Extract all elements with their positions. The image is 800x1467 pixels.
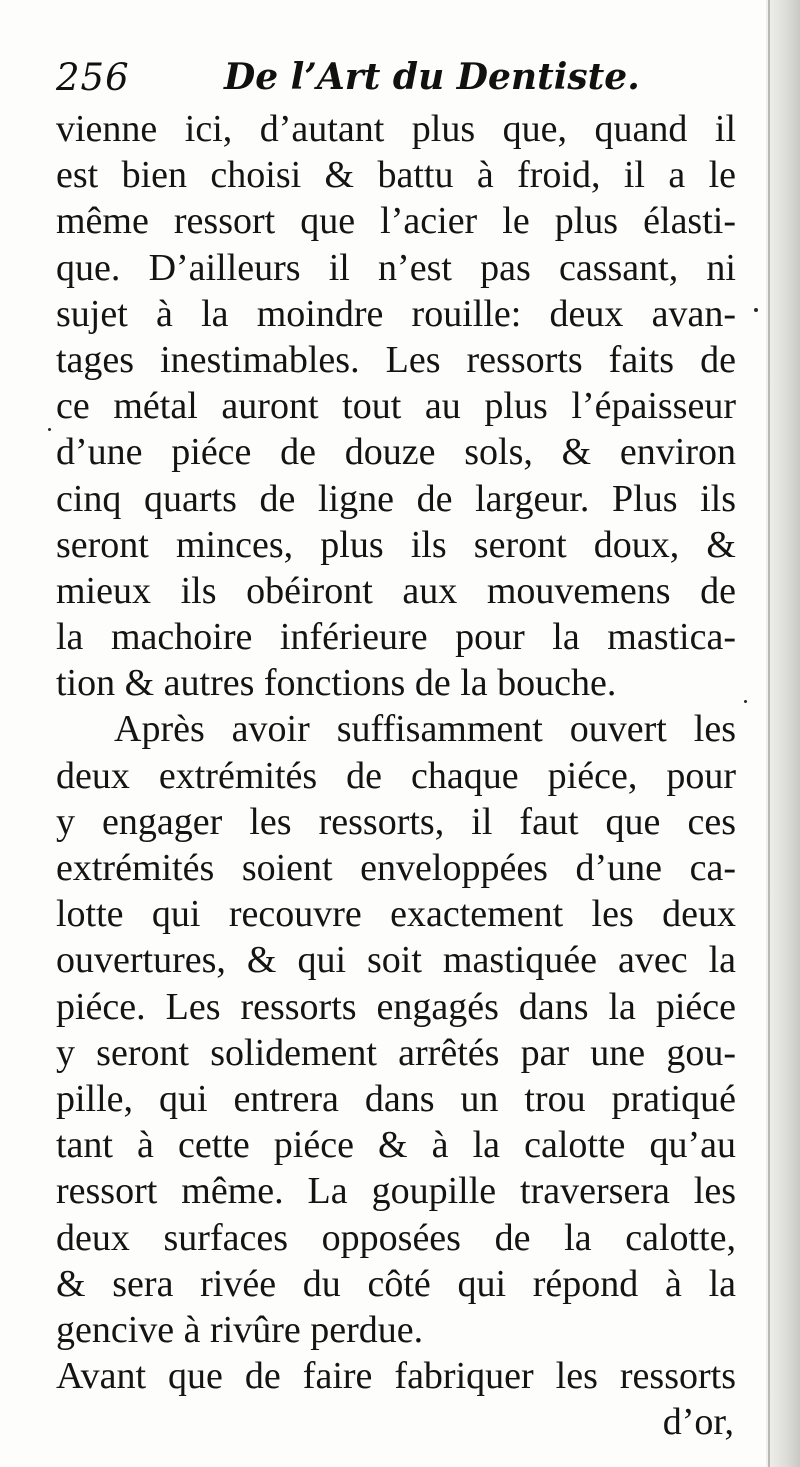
text-line: ce métal auront tout au plus l’épaisseur <box>56 385 736 428</box>
text-line: d’une piéce de douze sols, & environ <box>56 431 736 474</box>
text-line: cinq quarts de ligne de largeur. Plus ils <box>56 477 736 520</box>
text-line: ouvertures, & qui soit mastiquée avec la <box>56 939 736 982</box>
text-line: lotte qui recouvre exactement les deux <box>56 893 736 936</box>
page-gutter-line <box>768 0 770 1467</box>
text-line: tages inestimables. Les ressorts faits de <box>56 338 736 381</box>
text-line: la machoire inférieure pour la mastica- <box>56 616 736 659</box>
body-text <box>56 106 736 1445</box>
paragraph-end-line: gencive à rivûre perdue. <box>56 1308 424 1351</box>
text-line: y seront solidement arrêtés par une gou- <box>56 1031 736 1074</box>
ink-speck <box>744 700 747 703</box>
page-number: 256 <box>56 56 130 99</box>
text-line: est bien choisi & battu à froid, il a le <box>56 154 736 197</box>
text-line: même ressort que l’acier le plus élasti- <box>56 200 736 243</box>
text-line: pille, qui entrera dans un trou pratiqué <box>56 1077 736 1120</box>
text-line: piéce. Les ressorts engagés dans la piéce <box>56 985 736 1028</box>
running-title: De l’Art du Dentiste. <box>224 56 640 98</box>
text-line: que. D’ailleurs il n’est pas cassant, ni <box>56 246 736 289</box>
text-line: tant à cette piéce & à la calotte qu’au <box>56 1124 736 1167</box>
text-line: deux extrémités de chaque piéce, pour <box>56 754 736 797</box>
text-line: seront minces, plus ils seront doux, & <box>56 523 736 566</box>
paragraph-end-line: tion & autres fonctions de la bouche. <box>56 662 617 705</box>
paragraph-start-line: Après avoir suffisamment ouvert les <box>114 708 736 751</box>
text-line: vienne ici, d’autant plus que, quand il <box>56 108 736 150</box>
text-line: & sera rivée du côté qui répond à la <box>56 1262 736 1305</box>
text-line: deux surfaces opposées de la calotte, <box>56 1216 736 1259</box>
text-line: mieux ils obéiront aux mouvemens de <box>56 569 736 612</box>
text-line: sujet à la moindre rouille: deux avan- <box>56 292 736 335</box>
ink-speck <box>754 308 758 312</box>
page-edge-shadow <box>766 0 800 1467</box>
catchword: d’or, <box>662 1401 734 1444</box>
text-line: y engager les ressorts, il faut que ces <box>56 800 736 843</box>
ink-speck <box>48 428 51 431</box>
text-line: ressort même. La goupille traversera les <box>56 1170 736 1213</box>
page-header <box>56 50 756 110</box>
paragraph-start-line: Avant que de faire fabriquer les ressorts <box>56 1355 736 1398</box>
text-line: extrémités soient enveloppées d’une ca- <box>56 847 736 889</box>
